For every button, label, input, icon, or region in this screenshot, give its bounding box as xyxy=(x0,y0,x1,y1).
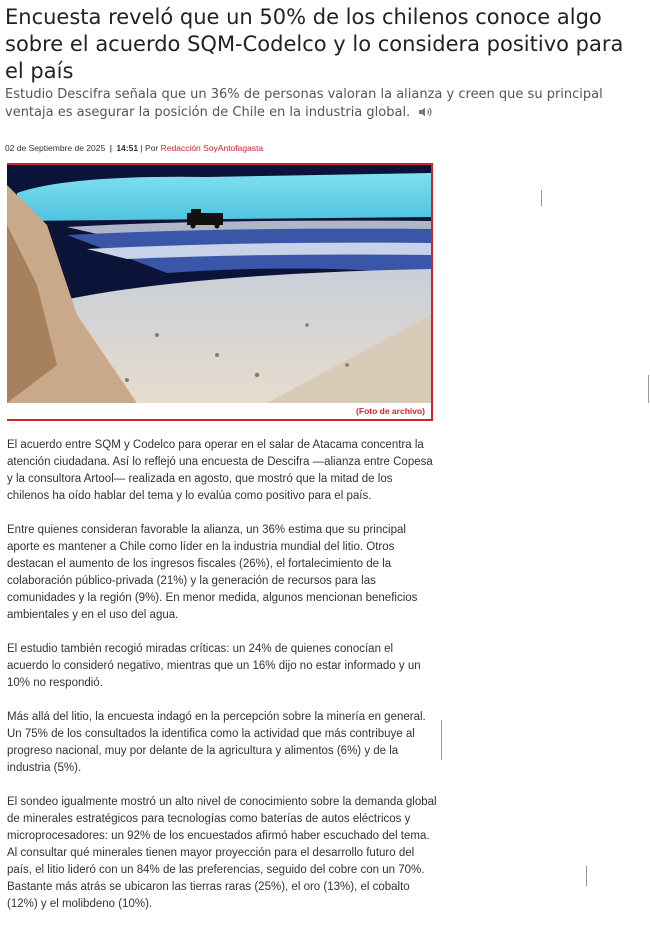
paragraph-5: El sondeo igualmente mostró un alto nivel de conocimiento sobre la demanda global de minerales estratégicos para tecnologías como baterías de autos eléctricos y microprocesadores: un 92% de los encuestados afirmó haber escuchado del tema. Al consultar qué minerales tienen mayor proyección para el desarrollo futuro del país, el litio lideró con un 84% de las preferencias, seguido del cobre con un 70%. Bastante más atrás se ubicaron las tierras raras (25%), el oro (13%), el cobalto (12%) y el molibdeno (10%). xyxy=(7,796,437,910)
photo-caption: (Foto de archivo) xyxy=(356,406,425,416)
article-photo xyxy=(7,165,431,403)
article-meta xyxy=(5,143,263,153)
article-headline: Encuesta reveló que un 50% de los chilenos conoce algo sobre el acuerdo SQM-Codelco y lo considera positivo para el país xyxy=(5,5,624,83)
paragraph-1: El acuerdo entre SQM y Codelco para operar en el salar de Atacama concentra la atención ciudadana. Así lo reflejó una encuesta de Descifra —alianza entre Copesa y la consultora Artool— realizada en agosto, que mostró que la mitad de los chilenos ha oído hablar del tema y lo evalúa como positivo para el país. xyxy=(7,439,433,502)
publish-time: 14:51 xyxy=(116,143,139,153)
speaker-wave-icon[interactable] xyxy=(418,106,434,124)
byline-prefix: | Por xyxy=(140,143,159,153)
article-subtitle xyxy=(5,86,645,124)
divider-line xyxy=(648,375,649,403)
paragraph-3: El estudio también recogió miradas críticas: un 24% de quienes conocían el acuerdo lo consideró negativo, mientras que un 16% dijo no estar informado y un 10% no respondió. xyxy=(7,643,421,689)
author-link[interactable]: Redacción SoyAntofagasta xyxy=(160,143,264,153)
divider-line xyxy=(541,190,542,206)
divider-line xyxy=(586,866,587,886)
divider-line xyxy=(441,720,442,760)
paragraph-2: Entre quienes consideran favorable la alianza, un 36% estima que su principal aporte es mantener a Chile como líder en la industria mundial del litio. Otros destacan el aumento de los ingresos fiscales (26%), el fortalecimiento de la colaboración público-privada (21%) y la generación de recursos para las comunidades y la región (9%). En menor medida, algunos mencionan beneficios ambientales y en el uso del agua. xyxy=(7,524,418,621)
paragraph-4: Más allá del litio, la encuesta indagó en la percepción sobre la minería en general. Un 75% de los consultados la identifica como la actividad que más contribuye al progreso nacional, muy por delante de la agricultura y alimentos (6%) y de la industria (5%). xyxy=(7,711,426,774)
article-subtitle-text: Estudio Descifra señala que un 36% de personas valoran la alianza y creen que su principal ventaja es asegurar la posición de Chile en la industria global. xyxy=(5,87,603,120)
meta-separator: | xyxy=(109,143,112,153)
publish-date: 02 de Septiembre de 2025 xyxy=(5,143,106,153)
article-body xyxy=(7,437,437,930)
article-photo-frame xyxy=(7,163,433,421)
